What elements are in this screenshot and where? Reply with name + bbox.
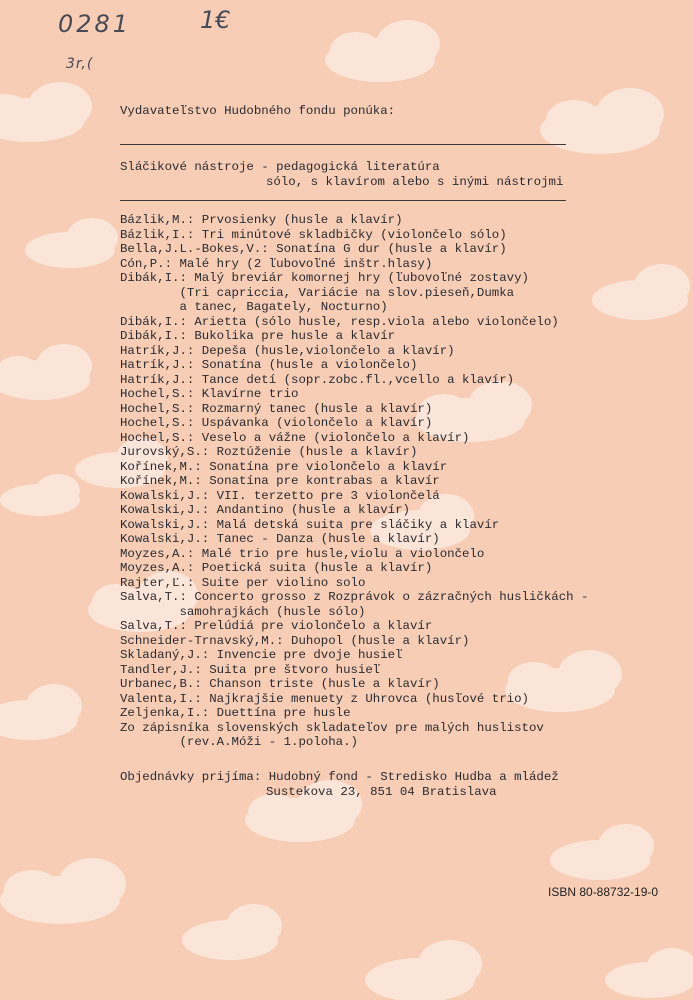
catalog-item: Salva,T.: Prelúdiá pre violončelo a klavír	[120, 619, 433, 633]
catalog-item: Schneider-Trnavský,M.: Duhopol (husle a klavír)	[120, 633, 470, 648]
catalog-item: Kořínek,M.: Sonatína pre violončelo a klavír	[120, 459, 448, 474]
catalog-item: Zeljenka,I.: Duettína pre husle	[120, 706, 351, 720]
catalog-item: Kowalski,J.: Malá detská suita pre sláčiky a klavír	[120, 517, 500, 532]
divider	[120, 144, 566, 145]
catalog-list	[120, 213, 588, 750]
catalog-item: Bázlik,M.: Prvosienky (husle a klavír)	[120, 213, 403, 227]
catalog-item: Hochel,S.: Veselo a vážne (violončelo a klavír)	[120, 430, 470, 445]
catalog-item: Kowalski,J.: VII. terzetto pre 3 violončelá	[120, 488, 440, 503]
handwritten-price: 1€	[200, 6, 231, 34]
catalog-item: samohrajkách (husle sólo)	[120, 604, 366, 619]
catalog-item: Zo zápisníka slovenských skladateľov pre malých huslistov	[120, 720, 544, 735]
catalog-item: Hochel,S.: Klavírne trio	[120, 387, 299, 401]
catalog-item: Dibák,I.: Malý breviár komornej hry (ľubovoľné zostavy)	[120, 271, 529, 285]
catalog-item: Urbanec,B.: Chanson triste (husle a klavír)	[120, 677, 440, 691]
catalog-item: Skladaný,J.: Invencie pre dvoje husieľ	[120, 648, 403, 662]
catalog-item: Dibák,I.: Bukolika pre husle a klavír	[120, 329, 396, 343]
handwritten-note: 3r,(	[66, 56, 94, 72]
catalog-item: Bella,J.L.-Bokes,V.: Sonatína G dur (husle a klavír)	[120, 242, 507, 256]
catalog-item: (rev.A.Móži - 1.poloha.)	[120, 735, 358, 749]
catalog-item: Kořínek,M.: Sonatína pre kontrabas a klavír	[120, 474, 440, 488]
catalog-item: Bázlik,I.: Tri minútové skladbičky (violončelo sólo)	[120, 227, 507, 242]
handwritten-code: 0281	[58, 10, 132, 38]
catalog-item: Kowalski,J.: Tanec - Danza (husle a klavír)	[120, 532, 440, 546]
catalog-item: Hatrík,J.: Sonatína (husle a violončelo)	[120, 358, 418, 372]
orders-address: Sustekova 23, 851 04 Bratislava	[266, 785, 497, 799]
catalog-item: Valenta,I.: Najkrajšie menuety z Uhrovca (husľové trio)	[120, 691, 529, 706]
catalog-item: Hatrík,J.: Tance detí (sopr.zobc.fl.,vcello a klavír)	[120, 372, 515, 387]
catalog-item: Dibák,I.: Arietta (sólo husle, resp.viola alebo violončelo)	[120, 314, 559, 329]
section-subtitle: sólo, s klavírom alebo s inými nástrojmi	[266, 175, 564, 189]
catalog-item: Hochel,S.: Rozmarný tanec (husle a klavír)	[120, 401, 433, 416]
catalog-item: Kowalski,J.: Andantino (husle a klavír)	[120, 503, 410, 517]
divider	[120, 200, 566, 201]
catalog-item: Salva,T.: Concerto grosso z Rozprávok o zázračných husličkách -	[120, 590, 589, 604]
catalog-item: Hatrík,J.: Depeša (husle,violončelo a klavír)	[120, 343, 455, 358]
catalog-item: Moyzes,A.: Malé trio pre husle,violu a violončelo	[120, 546, 485, 561]
orders-line: Objednávky prijíma: Hudobný fond - Stredisko Hudba a mládež	[120, 770, 559, 784]
catalog-item: a tanec, Bagately, Nocturno)	[120, 300, 388, 314]
publisher-heading: Vydavateľstvo Hudobného fondu ponúka:	[120, 104, 396, 118]
catalog-item: Rajter,Ľ.: Suite per violino solo	[120, 575, 366, 590]
catalog-item: Moyzes,A.: Poetická suita (husle a klavír)	[120, 561, 433, 575]
catalog-item: Hochel,S.: Uspávanka (violončelo a klavír)	[120, 416, 433, 430]
section-title: Sláčikové nástroje - pedagogická literatúra	[120, 160, 440, 174]
catalog-item: (Tri capriccia, Variácie na slov.pieseň,Dumka	[120, 285, 515, 300]
catalog-item: Tandler,J.: Suita pre štvoro husieľ	[120, 662, 381, 677]
catalog-item: Cón,P.: Malé hry (2 ľubovoľné inštr.hlasy)	[120, 256, 433, 271]
catalog-item: Jurovský,S.: Roztúženie (husle a klavír)	[120, 445, 418, 459]
isbn: ISBN 80-88732-19-0	[548, 885, 659, 899]
